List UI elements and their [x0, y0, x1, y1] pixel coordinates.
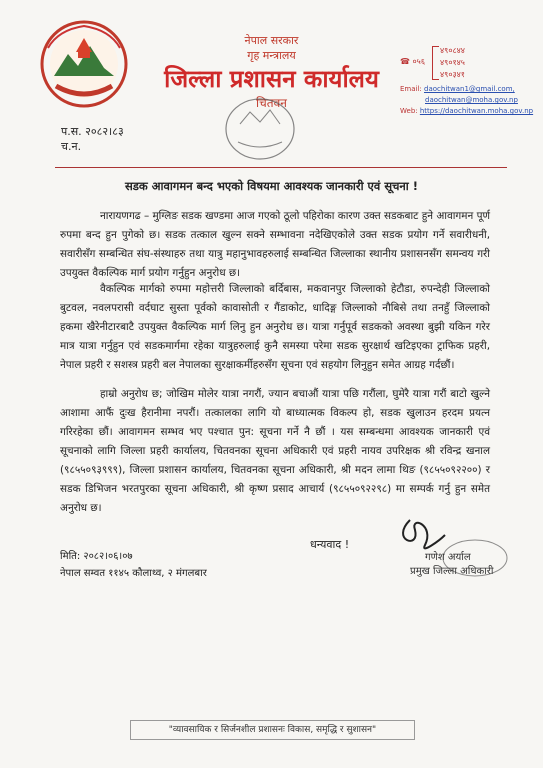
phone-prefix: ☎ ०५६: [400, 57, 425, 66]
subject-line: सडक आवागमन बन्द भएको विषयमा आवश्यक जानकारी एवं सूचना !: [124, 179, 419, 193]
body-paragraph-1: नारायणगढ – मुग्लिङ सडक खण्डमा आज गएको ठूलो पहिरोका कारण उक्त सडकबाट हुने आवागमन पूर्ण रुपमा बन्द हुन पुगेको छ। सडक तत्काल खुल्न सक्ने सम्भावना नदेखिएकोले उक्त सडक प्रयोग गर्ने सवारीधनी, सवारीसँग सम्बन्धित संघ-संस्थाहरु तथा यात्रु महानुभावहरुलाई सम्बन्धित जिल्लाका स्थानीय प्रशासनसँग समन्वय गरी उपयुक्त वैकल्पिक मार्ग प्रयोग गर्नुहुन अनुरोध छ।: [60, 210, 490, 279]
web-link[interactable]: https://daochitwan.moha.gov.np: [419, 107, 534, 115]
body-paragraph-3: हाम्रो अनुरोध छ; जोखिम मोलेर यात्रा नगरौं, ज्यान बचाऔं यात्रा पछि गरौंला, घुमेरै यात्रा गरौं बाटो खुल्ने आशामा आफैं दुःख हैरानीमा नपरौं। तत्कालका लागि यो बाध्यात्मक विकल्प हो, सडक खुलाउन हरदम प्रयत्न गरिरहेका छौं। आवागमन सम्भव भए पश्चात पुन: सूचना गर्ने नै छौं । यस सम्बन्धमा आवश्यक जानकारी एवं सूचनाको लागि जिल्ला प्रहरी कार्यालय, चितवनका सूचना अधिकारी एवं प्रहरी नायव उपरिक्षक श्री रविन्द्र खनाल (९८५५०९३९९९), जिल्ला प्रशासन कार्यालय, चितवनका सूचना अधिकारी, श्री मदन लामा थिङ (९८५५०९२२००) र सडक डिभिजन भरतपुरका सूचना अधिकारी, श्री कृष्ण प्रसाद आचार्य (९८५५०९२२९८) मा सम्पर्क गर्नु हुन समेत अनुरोध छ।: [60, 388, 490, 514]
dispatch-number: च.न.: [61, 140, 82, 153]
date-line: मिति: २०८२।०६।०७: [60, 551, 133, 562]
phone-number: ४९०१४५: [440, 58, 465, 67]
gov-name: नेपाल सरकार: [244, 34, 299, 47]
nepal-sambat-date: नेपाल सम्वत ११४५ कौलाथ्व, २ मंगलबार: [60, 568, 207, 579]
ministry-name: गृह मन्त्रालय: [247, 49, 296, 62]
email-link-1[interactable]: daochitwan1@gmail.com,: [424, 85, 515, 93]
email-label: Email:: [400, 85, 422, 93]
footer-motto: "व्यावसायिक र सिर्जनशील प्रशासनः विकास, समृद्धि र सुशासन": [130, 720, 415, 740]
phone-list: [440, 45, 465, 81]
signer-designation: प्रमुख जिल्ला अधिकारी: [410, 566, 494, 577]
phone-bracket: [432, 46, 439, 80]
web-label: Web:: [400, 107, 418, 115]
signer-name: गणेश अर्याल: [425, 552, 471, 563]
office-stamp-icon: [200, 94, 320, 164]
contact-block: [400, 84, 533, 117]
header-divider: [55, 167, 507, 168]
thanks-text: धन्यवाद !: [310, 538, 350, 551]
office-title: जिल्ला प्रशासन कार्यालय: [164, 65, 379, 93]
district-name: चितवन: [256, 96, 287, 110]
phone-number: ४९०८४४: [440, 46, 465, 55]
phone-number: ४९०३४१: [440, 70, 465, 79]
reference-number: प.स. २०८२।८३: [61, 125, 124, 138]
email-link-2[interactable]: daochitwan@moha.gov.np: [425, 96, 518, 104]
body-paragraph-2: वैकल्पिक मार्गको रुपमा महोत्तरी जिल्लाको बर्दिबास, मकवानपुर जिल्लाको हेटौडा, रुपन्देही जिल्लाको बुटवल, नवलपरासी वर्दघाट सुस्ता पूर्वको कावासोती र गैंडाकोट, धादिङ्ग जिल्लाको नौबिसे तथा तनहुँ जिल्लाको हकमा खैरेनीटारबाटै उपयुक्त वैकल्पिक मार्ग लिनु हुन अनुरोध छ। यात्रा गर्नुपूर्व सडकको अवस्था बुझी यकिन गरेर मात्र यात्रा गर्नुहुन एवं सडकमार्गमा रहेका यात्रुहरुलाई कुनै समस्या परेमा सडक सुरक्षार्थ खटिइएका ट्राफिक प्रहरी, नेपाल प्रहरी र सशस्त्र प्रहरी बल नेपालका सुरक्षाकर्मीहरुसँग सूचना एवं सहयोग लिनुहुन समेत आग्रह गर्दछौं।: [60, 283, 490, 371]
